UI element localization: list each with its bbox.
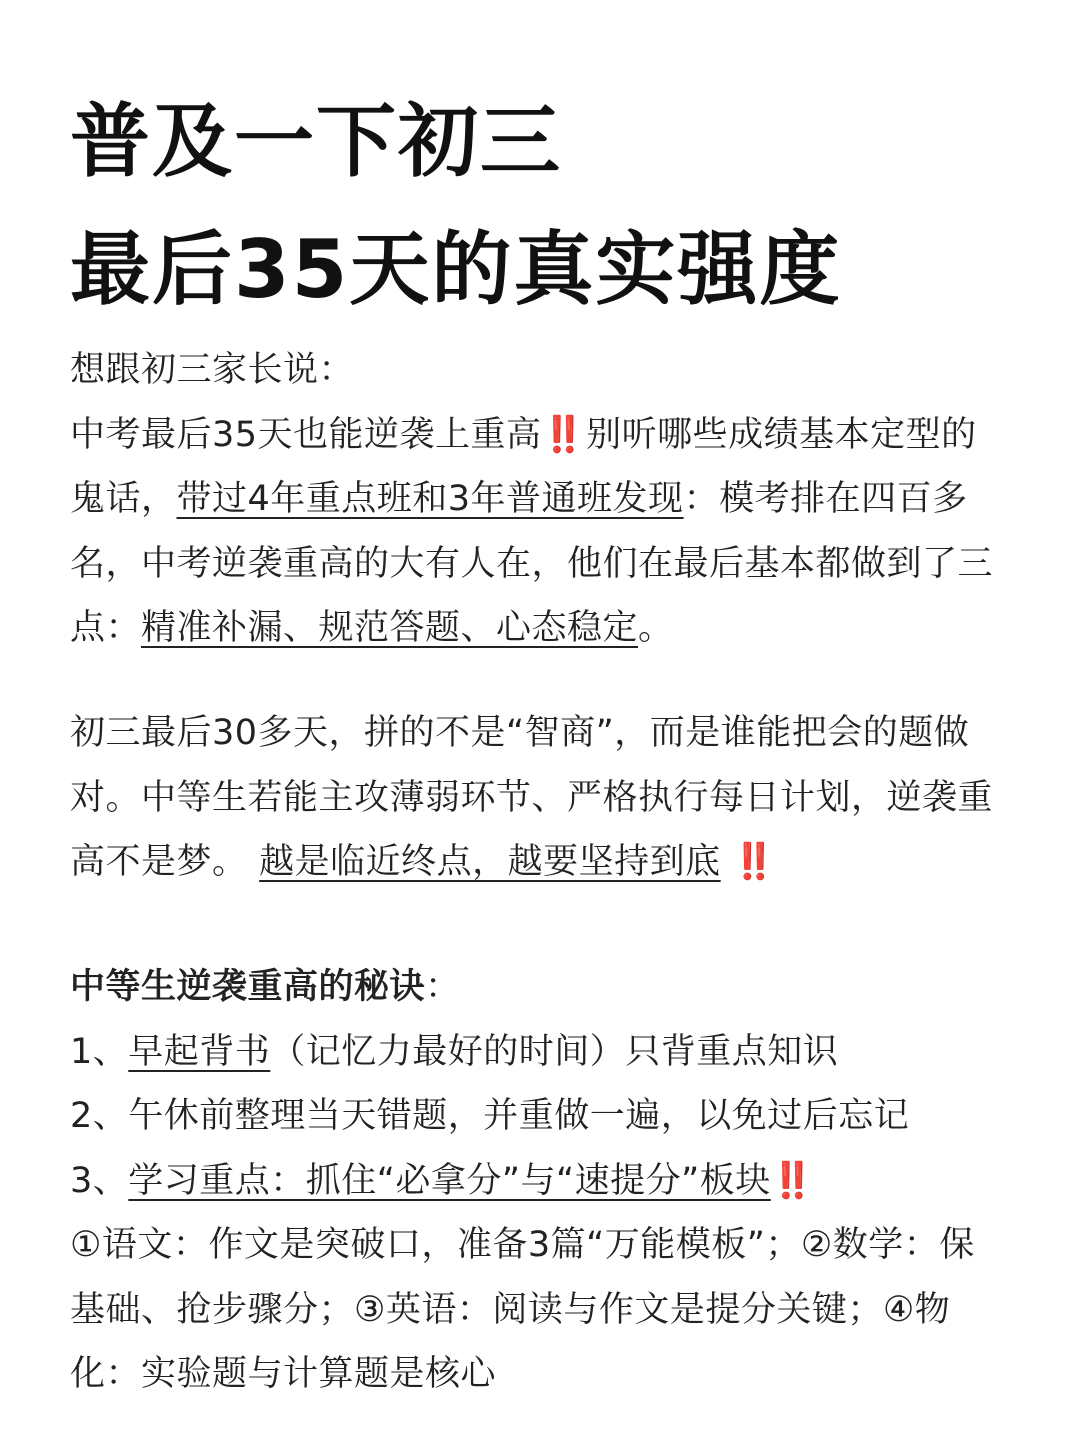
- tip-item-2: 2、午休前整理当天错题，并重做一遍，以免过后忘记: [70, 1096, 910, 1136]
- article: [70, 0, 1045, 1394]
- tip-number: 1、: [70, 1031, 129, 1072]
- underlined-phrase: 早起背书: [128, 1031, 271, 1072]
- intro-line-1: 想跟初三家长说：: [70, 350, 355, 390]
- underlined-phrase: 越是临近终点，越要坚持到底: [259, 842, 721, 882]
- intro-line-2: [70, 403, 1045, 468]
- tips-heading: [70, 955, 1045, 1020]
- double-exclamation-icon: ‼️: [732, 842, 773, 882]
- tip-item-1: [70, 1020, 1045, 1085]
- tips-heading-colon: ：: [425, 967, 461, 1007]
- intro-text: 别听哪些成绩基本定型的: [586, 414, 977, 455]
- tips-heading-text: 中等生逆袭重高的秘诀: [70, 967, 426, 1007]
- subject-line-1: ①语文：作文是突破口，准备3篇“万能模板”；②数学：保: [70, 1225, 975, 1265]
- title-line-1: 普及一下初三: [70, 95, 562, 188]
- second-text: 高不是梦。: [70, 842, 260, 882]
- intro-text: 。: [638, 608, 674, 648]
- second-line-1: 初三最后30多天，拼的不是“智商”，而是谁能把会的题做: [70, 713, 970, 753]
- intro-text: ：模考排在四百多: [683, 479, 968, 519]
- double-exclamation-icon: ‼️: [770, 1160, 812, 1201]
- intro-line-5: [70, 596, 1045, 661]
- intro-text: 中考最后35天也能逆袭上重高: [70, 414, 542, 455]
- intro-line-3: [70, 467, 1045, 532]
- title-line-2: 最后35天的真实强度: [70, 223, 842, 316]
- intro-line-4: 名，中考逆袭重高的大有人在，他们在最后基本都做到了三: [70, 543, 994, 584]
- intro-text: 点：: [70, 608, 142, 648]
- tip-number: 3、: [70, 1160, 129, 1201]
- second-line-2: 对。中等生若能主攻薄弱环节、严格执行每日计划，逆袭重: [70, 777, 994, 818]
- underlined-phrase: 带过4年重点班和3年普通班发现: [176, 479, 684, 519]
- intro-text: 鬼话，: [70, 479, 177, 519]
- double-exclamation-icon: ‼️: [541, 414, 583, 455]
- second-line-3: [70, 830, 1045, 895]
- tip-text: （记忆力最好的时间）只背重点知识: [270, 1031, 839, 1072]
- subject-line-2: 基础、抢步骤分；③英语：阅读与作文是提分关键；④物: [70, 1289, 951, 1330]
- intro-paragraph: [70, 338, 1045, 661]
- underlined-phrase: 精准补漏、规范答题、心态稳定: [141, 608, 639, 648]
- tip-item-3: [70, 1149, 1045, 1214]
- subject-line-3: 化：实验题与计算题是核心: [70, 1354, 497, 1394]
- tips-section: [70, 955, 1045, 1407]
- second-paragraph: [70, 701, 1045, 895]
- underlined-phrase: 学习重点：抓住“必拿分”与“速提分”板块: [128, 1160, 771, 1201]
- page-title: [70, 0, 1045, 334]
